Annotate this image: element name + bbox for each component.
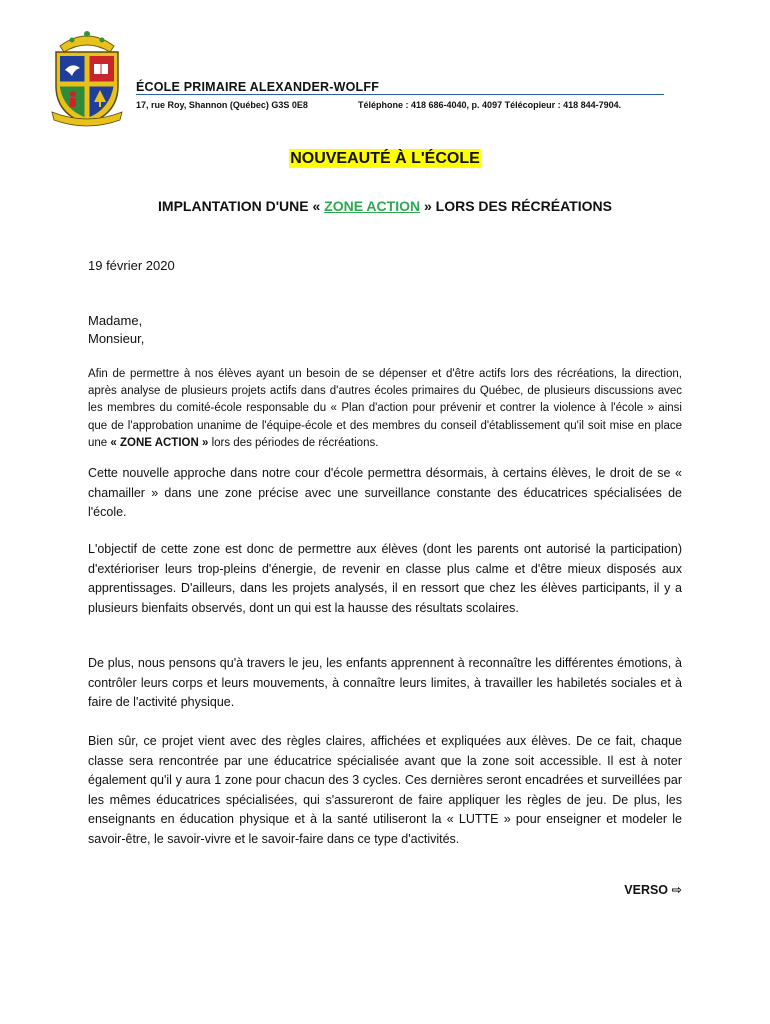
verso-indicator: [624, 882, 682, 897]
subtitle: [0, 198, 770, 214]
subtitle-after: » LORS DES RÉCRÉATIONS: [420, 198, 612, 214]
subtitle-before: IMPLANTATION D'UNE «: [158, 198, 325, 214]
school-name: ÉCOLE PRIMAIRE ALEXANDER-WOLFF: [136, 80, 380, 94]
salutation-line-1: Madame,: [88, 313, 143, 328]
letter-date: 19 février 2020: [88, 258, 175, 273]
paragraph-1-part-1: Afin de permettre à nos élèves ayant un besoin de se dépenser et d'être actifs lors des récréations, la direction, après analyse de plusieurs projets actifs dans d'autres écoles primaires du Québec, de plusieurs discussions avec les membres du comité-école responsable du « Plan d'action pour prévenir et contrer la violence à l'école » ainsi que de l'approbation unanime de l'équipe-école et des membres du conseil d'établissement qu'il soit mise en place une: [88, 368, 682, 449]
salutation-line-2: Monsieur,: [88, 331, 145, 346]
paragraph-1-bold: « ZONE ACTION »: [110, 436, 209, 449]
header-divider: [136, 94, 664, 95]
school-crest-icon: [50, 26, 124, 128]
zone-action-link[interactable]: ZONE ACTION: [324, 198, 421, 214]
school-phone: Téléphone : 418 686-4040, p. 4097 Télécopieur : 418 844-7904.: [358, 100, 622, 110]
title-banner: [0, 150, 770, 168]
paragraph-5: Bien sûr, ce projet vient avec des règles claires, affichées et expliquées aux élèves. De ce fait, chaque classe sera rencontrée par une éducatrice spécialisée avant que la zone soit accessible. Il est à noter également qu'il y aura 1 zone pour chacun des 3 cycles. Ces dernières seront encadrées et surveillées par les mêmes éducatrices spécialisées, qui s'assureront de faire appliquer les règles de jeu. De plus, les enseignants en éducation physique et à la santé utiliseront la « LUTTE » pour enseigner et modeler le savoir-être, le savoir-vivre et le savoir-faire dans ce type d'activités.: [88, 734, 682, 846]
right-arrow-icon: ⇨: [671, 883, 682, 897]
salutation: [88, 312, 144, 348]
paragraph-4: De plus, nous pensons qu'à travers le jeu, les enfants apprennent à reconnaître les différentes émotions, à contrôler leurs corps et leurs mouvements, à connaître leurs limites, à travailler les habiletés sociales et à faire de l'activité physique.: [88, 656, 682, 709]
paragraph-1: [88, 366, 682, 452]
paragraph-3: L'objectif de cette zone est donc de permettre aux élèves (dont les parents ont autorisé la participation) d'extérioriser leurs trop-pleins d'énergie, de revenir en classe plus calme et d'être mieux disposés aux apprentissages. D'ailleurs, dans les projets analysés, il en ressort que chez les élèves participants, il y a plusieurs bienfaits observés, dont un qui est la hausse des résultats scolaires.: [88, 542, 682, 615]
verso-label: VERSO: [624, 883, 669, 897]
paragraph-1-part-2: lors des périodes de récréations.: [208, 436, 379, 449]
paragraph-2: Cette nouvelle approche dans notre cour d'école permettra désormais, à certains élèves, le droit de se « chamailler » dans une zone précise avec une surveillance constante des éducatrices spécialisées de l'école.: [88, 466, 682, 519]
school-address: 17, rue Roy, Shannon (Québec) G3S 0E8: [136, 100, 308, 110]
title-banner-text: NOUVEAUTÉ À L'ÉCOLE: [290, 150, 480, 167]
